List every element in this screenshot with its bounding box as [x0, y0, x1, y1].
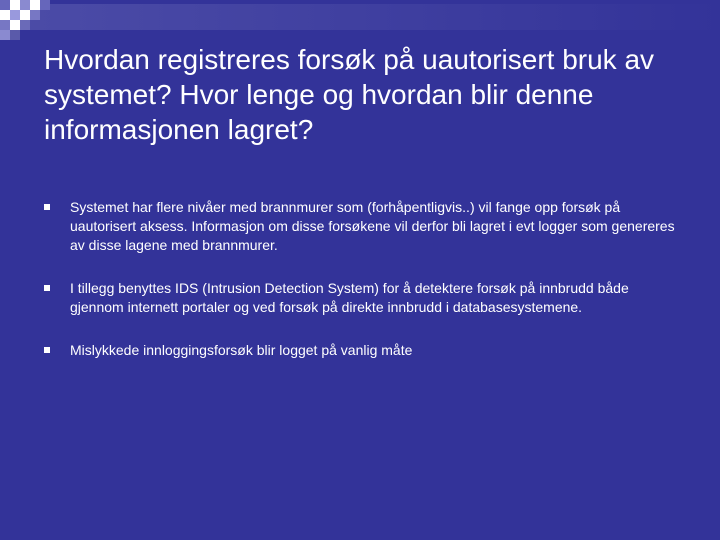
square-bullet-icon: [44, 347, 50, 353]
slide-title: Hvordan registreres forsøk på uautorisert bruk av systemet? Hvor lenge og hvordan blir denne informasjonen lagret?: [44, 44, 655, 145]
bullet-item: [44, 279, 684, 317]
square-bullet-icon: [44, 285, 50, 291]
bullet-item: [44, 198, 684, 255]
bullet-text: I tillegg benyttes IDS (Intrusion Detection System) for å detektere forsøk på innbrudd både gjennom internett portaler og ved forsøk på direkte innbrudd i databasesystemene.: [70, 280, 629, 315]
bullet-list: [44, 198, 684, 360]
square-bullet-icon: [44, 204, 50, 210]
bullet-item: [44, 341, 684, 360]
bullet-text: Mislykkede innloggingsforsøk blir logget på vanlig måte: [70, 342, 413, 358]
bullet-text: Systemet har flere nivåer med brannmurer som (forhåpentligvis..) vil fange opp forsøk på uautorisert aksess. Informasjon om disse forsøkene vil derfor bli lagret i evt logger som genereres av disse lagene med brannmurer.: [70, 199, 675, 253]
